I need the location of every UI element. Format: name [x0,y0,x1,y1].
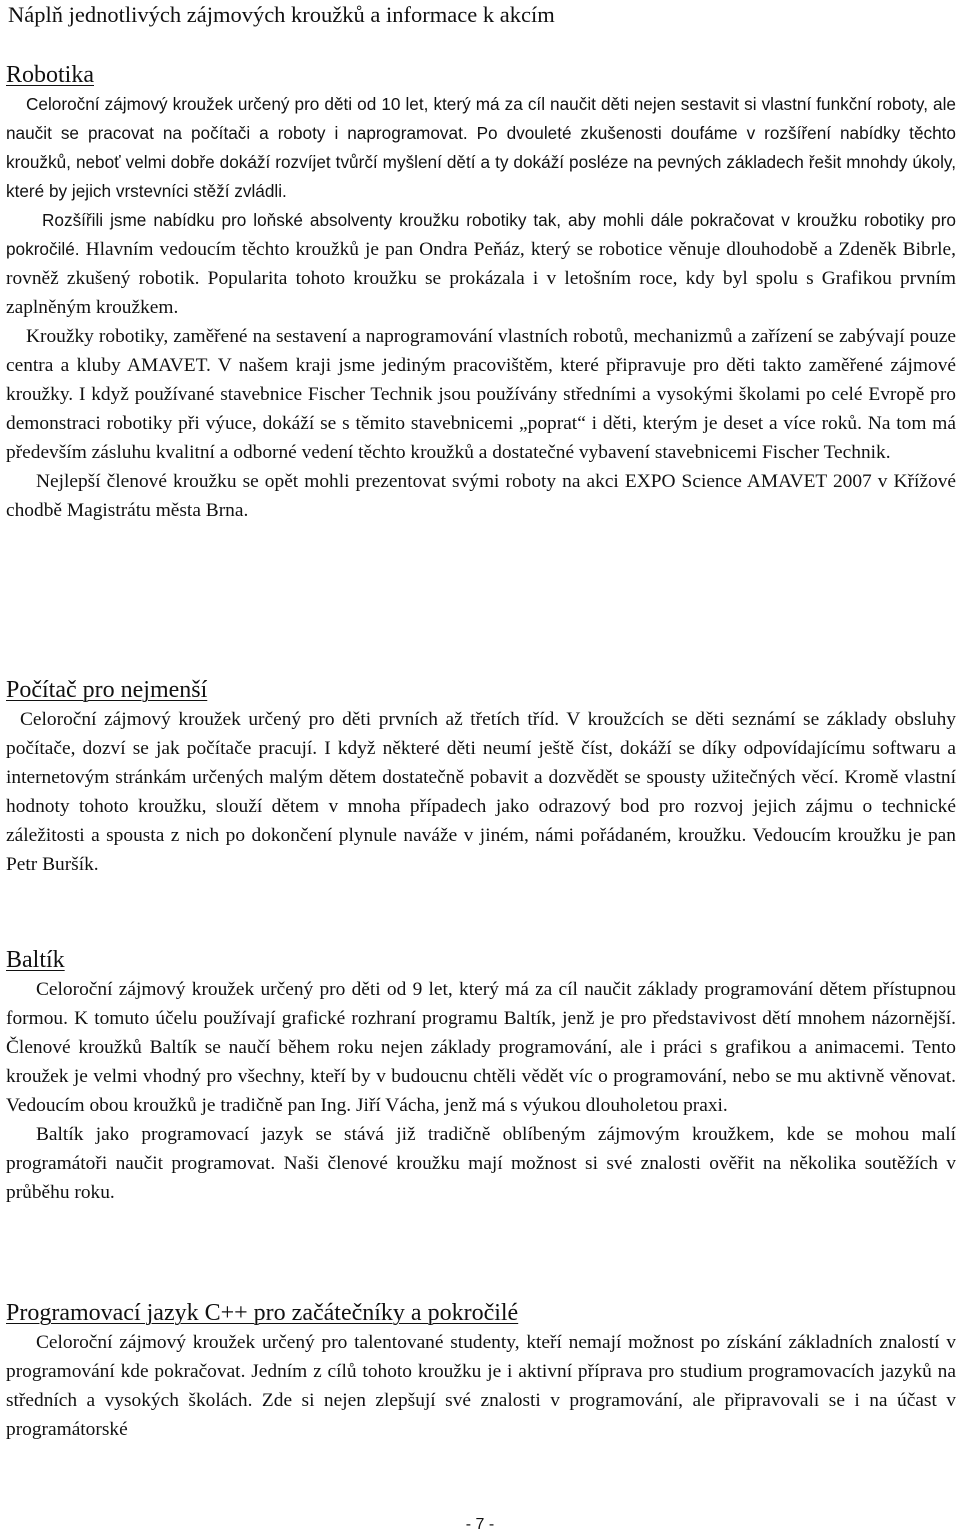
section-cpp [6,1298,956,1444]
section-heading-baltik: Baltík [6,947,65,973]
paragraph-robotika-amavet: Kroužky robotiky, zaměřené na sestavení a naprogramování vlastních robotů, mechanizmů a zařízení se zabývají pouze centra a kluby AMAVET. V našem kraji jsme jediným pracovištěm, které připravuje pro děti takto zaměřené zájmové kroužky. I když používané stavebnice Fischer Technik jsou používány středními a vysokými školami po celé Evropě pro demonstraci robotiky při výuce, dokáží se s těmito stavebnicemi „poprat“ i děti, kterým je deset a více roků. Na tom má především zásluhu kvalitní a odborné vedení těchto kroužků a dostatečné vybavení stavebnicemi Fischer Technik. [6,326,956,463]
paragraph-robotika-advanced-sans: Rozšířili jsme nabídku pro loňské absolventy kroužku robotiky tak, aby mohli dále pokračovat v kroužku robotiky pro pokročilé. [6,210,956,259]
page-number: - 7 - [465,1516,495,1533]
paragraph-robotika-intro: Celoroční zájmový kroužek určený pro děti od 10 let, který má za cíl naučit děti nejen sestavit si vlastní funkční roboty, ale naučit se pracovat na počítači a roboty i naprogramovat. Po dvouleté zkušenosti doufáme v rozšíření nabídky těchto kroužků, neboť velmi dobře dokáží rozvíjet tvůrčí myšlení dětí a ty dokáží posléze na pevných základech řešit mnohdy úkoly, které by jejich vrstevníci stěží zvládli. [6,94,956,201]
paragraph-robotika-expo: Nejlepší členové kroužku se opět mohli prezentovat svými roboty na akci EXPO Science AMAVET 2007 v Křížové chodbě Magistrátu města Brna. [6,471,956,521]
section-heading-pocitac: Počítač pro nejmenší [6,677,208,703]
paragraph-baltik-language: Baltík jako programovací jazyk se stává již tradičně oblíbeným zájmovým kroužkem, kde se mohou malí programátoři naučit programovat. Naši členové kroužku mají možnost si své znalosti ověřit na několika soutěžích v průběhu roku. [6,1124,956,1203]
paragraph-baltik-intro: Celoroční zájmový kroužek určený pro děti od 9 let, který má za cíl naučit základy programování dětem přístupnou formou. K tomuto účelu používají grafické rozhraní programu Baltík, jenž je pro představivost dětí mnohem názornější. Členové kroužků Baltík se naučí během roku nejen základy programování, ale i práci s grafikou a animacemi. Tento kroužek je velmi vhodný pro všechny, kteří by v budoucnu chtěli vědět víc o programování, nebo se mu aktivně věnovat. Vedoucím obou kroužků je tradičně pan Ing. Jiří Vácha, jenž má s výukou dlouholetou praxi. [6,979,956,1116]
paragraph-robotika-advanced [6,206,956,322]
section-heading-cpp: Programovací jazyk C++ pro začátečníky a pokročilé [6,1300,519,1326]
section-robotika [6,60,956,525]
paragraph-cpp: Celoroční zájmový kroužek určený pro talentované studenty, kteří nemají možnost po získání základních znalostí v programování kde pokračovat. Jedním z cílů tohoto kroužku je i aktivní příprava pro studium programovacích jazyků na středních a vysokých školách. Zde si nejen zlepšují své znalosti v programování, ale připravovali se i na účast v programátorské [6,1332,956,1440]
section-pocitac-pro-nejmensi [6,675,956,879]
section-baltik [6,945,956,1207]
paragraph-pocitac: Celoroční zájmový kroužek určený pro děti prvních až třetích tříd. V kroužcích se děti seznámí se základy obsluhy počítače, dozví se jak počítače pracují. I když některé děti neumí ještě číst, dokáží se díky odpovídajícímu softwaru a internetovým stránkám určených malým dětem dostatečně pobavit a dozvědět se spousty užitečných věcí. Kromě vlastní hodnoty tohoto kroužku, slouží dětem v mnoha případech jako odrazový bod pro rozvoj jejich zájmu o technické záležitosti a spousta z nich po dokončení plynule naváže v jiném, námi pořádaném, kroužku. Vedoucím kroužku je pan Petr Buršík. [6,709,956,875]
document-page [6,0,956,1440]
paragraph-robotika-advanced-serif: Hlavním vedoucím těchto kroužků je pan Ondra Peňáz, který se robotice věnuje dlouhodobě a Zdeněk Bibrle, rovněž zkušený robotik. Popularita tohoto kroužku se prokázala i v letošním roce, kdy byl spolu s Grafikou prvním zaplněným kroužkem. [6,239,956,318]
section-heading-robotika: Robotika [6,62,94,88]
document-title: Náplň jednotlivých zájmových kroužků a informace k akcím [8,2,555,27]
